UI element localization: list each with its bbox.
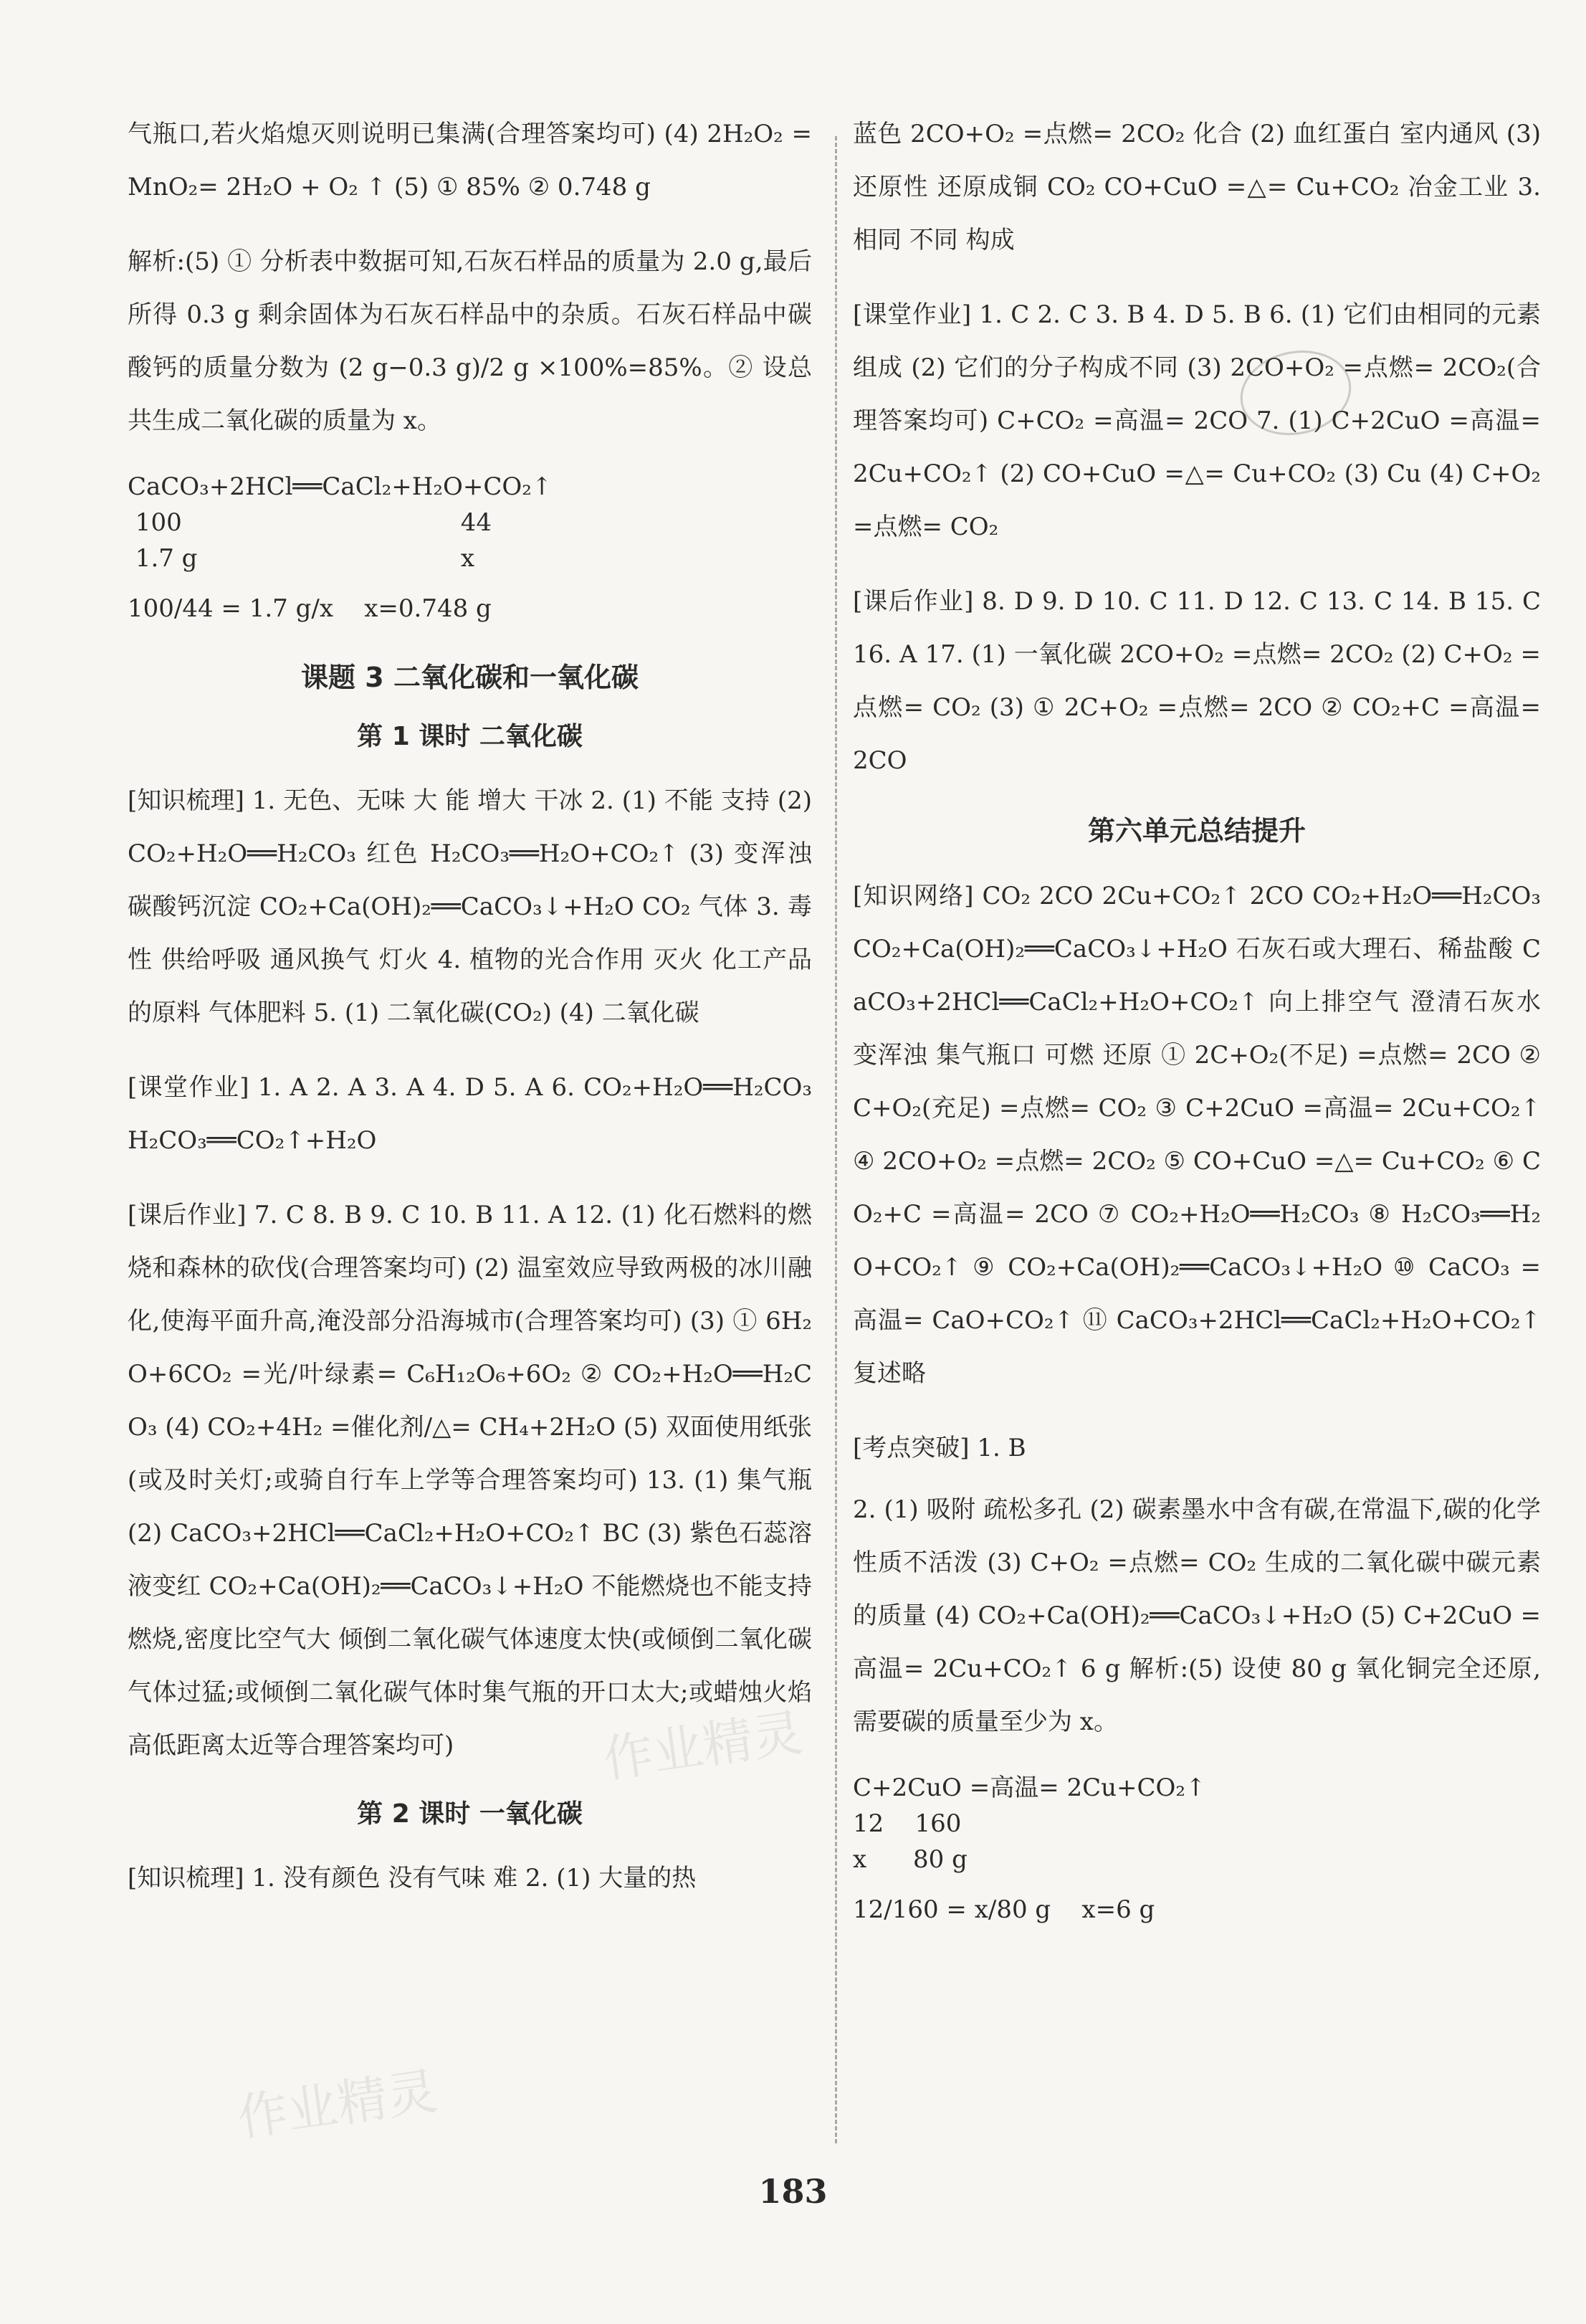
left-column: [128, 108, 812, 1926]
answer-para: 气瓶口,若火焰熄灭则说明已集满(合理答案均可) (4) 2H₂O₂ =MnO₂= 2H₂O + O₂ ↑ (5) ① 85% ② 0.748 g: [128, 120, 812, 201]
column-divider: [835, 136, 837, 2143]
watermark-2: 作业精灵: [234, 2061, 441, 2148]
page-number: 183: [758, 2172, 828, 2211]
answer-para: 蓝色 2CO+O₂ =点燃= 2CO₂ 化合 (2) 血红蛋白 室内通风 (3) 还原性 还原成铜 CO₂ CO+CuO =△= Cu+CO₂ 冶金工业 3. 相同 不同 构成: [853, 120, 1541, 254]
right-column: [853, 108, 1541, 1928]
watermark: 作业精灵: [599, 1702, 807, 1790]
homework-para: [课后作业] 8. D 9. D 10. C 11. D 12. C 13. C 14. B 15. C 16. A 17. (1) 一氧化碳 2CO+O₂ =点燃= 2CO₂ (2) C+O₂ =点燃= CO₂ (3) ① 2C+O₂ =点燃= 2CO ② CO₂+C =高温= 2CO: [853, 587, 1541, 775]
knowledge-para-2: [知识梳理] 1. 没有颜色 没有气味 难 2. (1) 大量的热: [128, 1864, 697, 1892]
lesson-title: 第 1 课时 二氧化碳: [357, 722, 583, 751]
homework-para: [课后作业] 7. C 8. B 9. C 10. B 11. A 12. (1) 化石燃料的燃烧和森林的砍伐(合理答案均可) (2) 温室效应导致两极的冰川融化,使海平面升高,淹没部分沿海城市(合理答案均可) (3) ① 6H₂O+6CO₂ =光/叶绿素= C₆H₁₂O₆+6O₂ ② CO₂+H₂O══H₂CO₃ (4) CO₂+4H₂ =催化剂/△= CH₄+2H₂O (5) 双面使用纸张(或及时关灯;或骑自行车上学等合理答案均可) 13. (1) 集气瓶 (2) CaCO₃+2HCl══CaCl₂+H₂O+CO₂↑ BC (3) 紫色石蕊溶液变红 CO₂+Ca(OH)₂══CaCO₃↓+H₂O 不能燃烧也不能支持燃烧,密度比空气大 倾倒二氧化碳气体速度太快(或倾倒二氧化碳气体过猛;或倾倒二氧化碳气体时集气瓶的开口太大;或蜡烛火焰高低距离太近等合理答案均可): [128, 1201, 812, 1760]
unit-title: 第六单元总结提升: [1087, 815, 1306, 847]
topic-title: 课题 3 二氧化碳和一氧化碳: [301, 662, 639, 693]
equation-block: CaCO₃+2HCl══CaCl₂+H₂O+CO₂↑ 100 44 1.7 g x: [128, 472, 553, 573]
equation-block: C+2CuO =高温= 2Cu+CO₂↑ 12 160 x 80 g: [853, 1773, 1206, 1874]
classwork-para: [课堂作业] 1. C 2. C 3. B 4. D 5. B 6. (1) 它们由相同的元素组成 (2) 它们的分子构成不同 (3) 2CO+O₂ =点燃= 2CO₂(合理答案均可) C+CO₂ =高温= 2CO 7. (1) C+2CuO =高温= 2Cu+CO₂↑ (2) CO+CuO =△= Cu+CO₂ (3) Cu (4) C+O₂ =点燃= CO₂: [853, 300, 1541, 541]
analysis-para: 解析:(5) ① 分析表中数据可知,石灰石样品的质量为 2.0 g,最后所得 0.3 g 剩余固体为石灰石样品中的杂质。石灰石样品中碳酸钙的质量分数为 (2 g−0.3 g)/2 g ×100%=85%。② 设总共生成二氧化碳的质量为 x。: [128, 247, 812, 435]
network-para: [知识网络] CO₂ 2CO 2Cu+CO₂↑ 2CO CO₂+H₂O══H₂CO₃ CO₂+Ca(OH)₂══CaCO₃↓+H₂O 石灰石或大理石、稀盐酸 CaCO₃+2HCl══CaCl₂+H₂O+CO₂↑ 向上排空气 澄清石灰水变浑浊 集气瓶口 可燃 还原 ① 2C+O₂(不足) =点燃= 2CO ② C+O₂(充足) =点燃= CO₂ ③ C+2CuO =高温= 2Cu+CO₂↑ ④ 2CO+O₂ =点燃= 2CO₂ ⑤ CO+CuO =△= Cu+CO₂ ⑥ CO₂+C =高温= 2CO ⑦ CO₂+H₂O══H₂CO₃ ⑧ H₂CO₃══H₂O+CO₂↑ ⑨ CO₂+Ca(OH)₂══CaCO₃↓+H₂O ⑩ CaCO₃ =高温= CaO+CO₂↑ ⑪ CaCO₃+2HCl══CaCl₂+H₂O+CO₂↑ 复述略: [853, 882, 1541, 1388]
breakthrough-para: [考点突破] 1. B: [853, 1434, 1026, 1462]
breakthrough-para-2: 2. (1) 吸附 疏松多孔 (2) 碳素墨水中含有碳,在常温下,碳的化学性质不活泼 (3) C+O₂ =点燃= CO₂ 生成的二氧化碳中碳元素的质量 (4) CO₂+Ca(OH)₂══CaCO₃↓+H₂O (5) C+2CuO =高温= 2Cu+CO₂↑ 6 g 解析:(5) 设使 80 g 氧化铜完全还原,需要碳的质量至少为 x。: [853, 1495, 1541, 1736]
equation-ratio: 12/160 = x/80 g x=6 g: [853, 1895, 1155, 1924]
equation-ratio: 100/44 = 1.7 g/x x=0.748 g: [128, 594, 492, 623]
classwork-para: [课堂作业] 1. A 2. A 3. A 4. D 5. A 6. CO₂+H₂O══H₂CO₃ H₂CO₃══CO₂↑+H₂O: [128, 1073, 812, 1155]
knowledge-para: [知识梳理] 1. 无色、无味 大 能 增大 干冰 2. (1) 不能 支持 (2) CO₂+H₂O══H₂CO₃ 红色 H₂CO₃══H₂O+CO₂↑ (3) 变浑浊 碳酸钙沉淀 CO₂+Ca(OH)₂══CaCO₃↓+H₂O CO₂ 气体 3. 毒性 供给呼吸 通风换气 灯火 4. 植物的光合作用 灭火 化工产品的原料 气体肥料 5. (1) 二氧化碳(CO₂) (4) 二氧化碳: [128, 786, 812, 1027]
lesson-title-2: 第 2 课时 一氧化碳: [357, 1799, 583, 1829]
